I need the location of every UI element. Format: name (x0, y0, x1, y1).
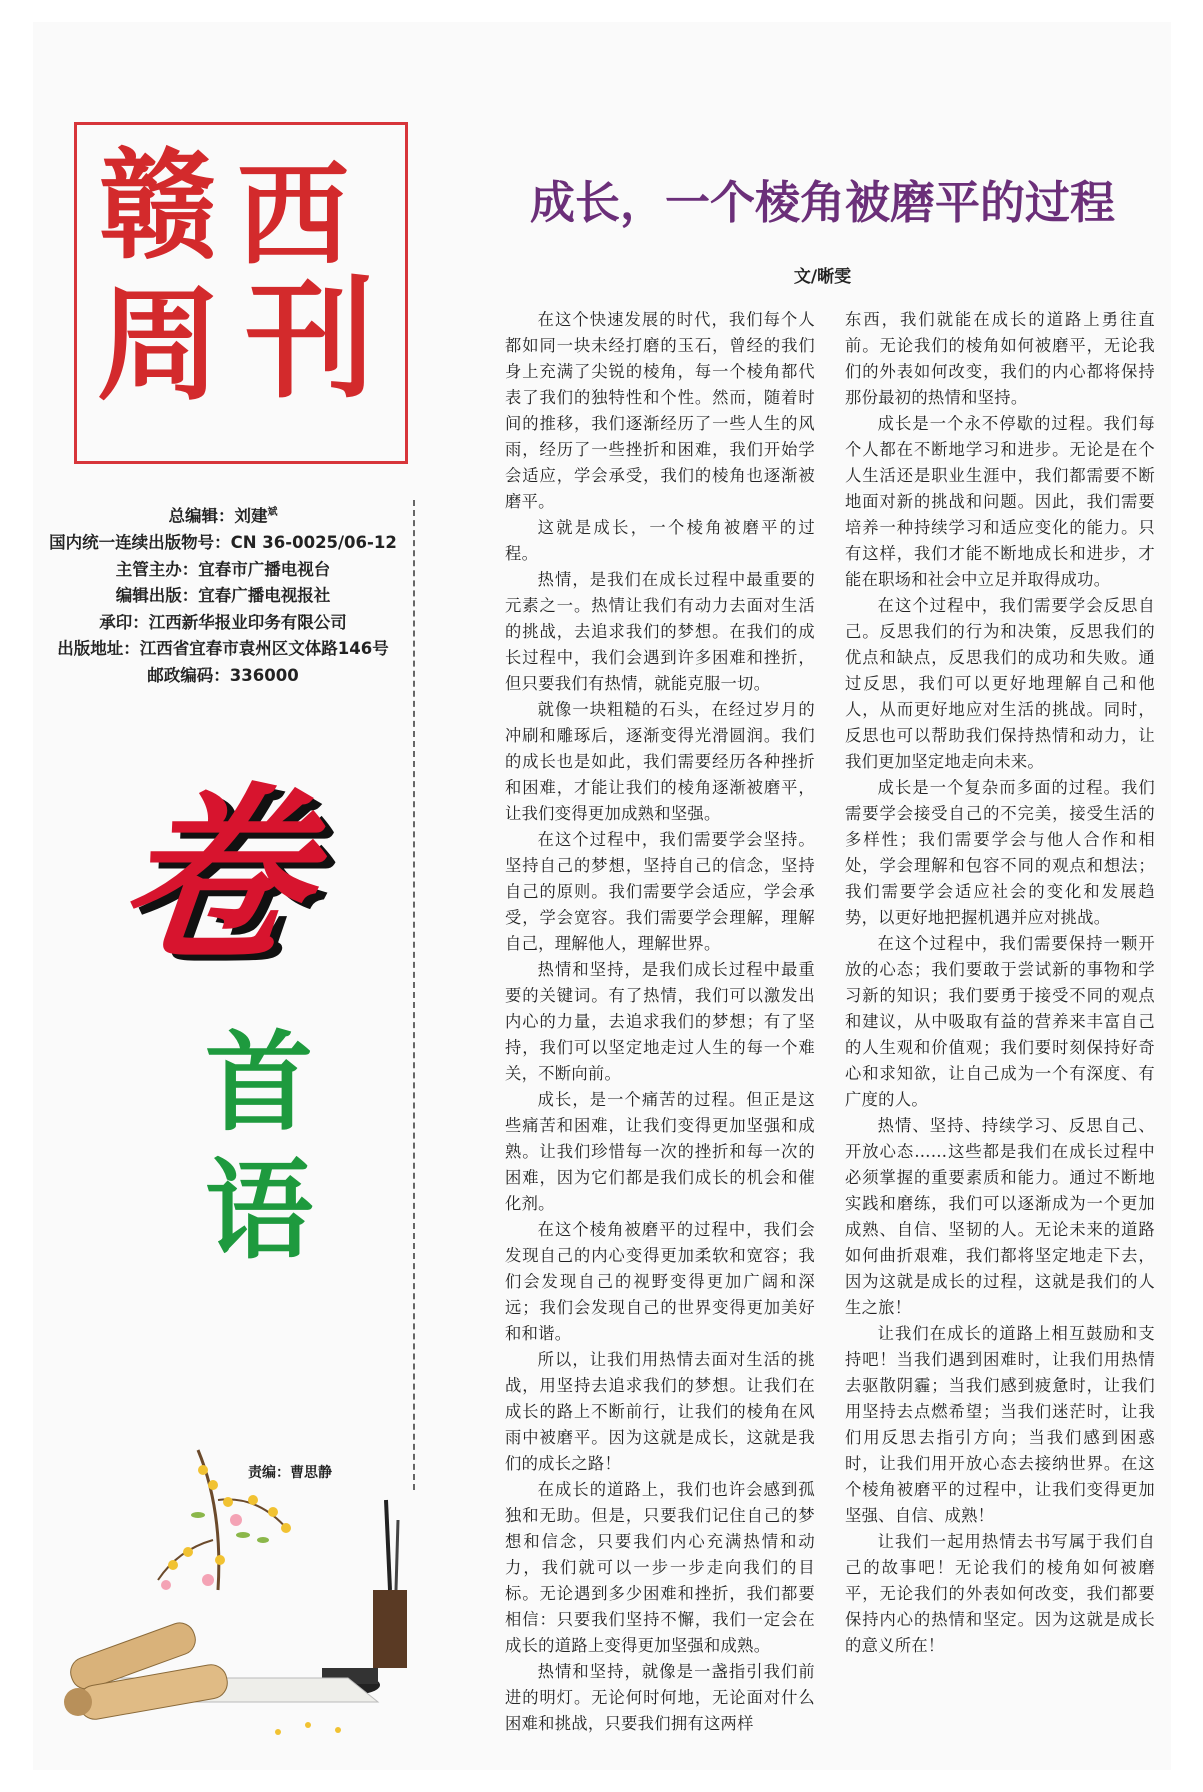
article-paragraph: 东西，我们就能在成长的道路上勇往直前。无论我们的棱角如何被磨平，无论我们的外表如何改变，我们的内心都将保持那份最初的热情和坚持。 (845, 310, 1155, 407)
dashed-divider (413, 500, 415, 1490)
postcode-line: 邮政编码：336000 (147, 665, 299, 685)
article-paragraph: 在这个快速发展的时代，我们每个人都如同一块未经打磨的玉石，曾经的我们身上充满了尖锐的棱角，每一个棱角都代表了我们的独特性和个性。然而，随着时间的推移，我们逐渐经历了一些人生的风雨，经历了一些挫折和困难，我们开始学会适应，学会承受，我们的棱角也逐渐被磨平。 (505, 310, 815, 511)
article-paragraph: 热情、坚持、持续学习、反思自己、开放心态……这些都是我们在成长过程中必须掌握的重要素质和能力。通过不断地实践和磨练，我们可以逐渐成为一个更加成熟、自信、坚韧的人。无论未来的道路如何曲折艰难，我们都将坚定地走下去，因为这就是成长的过程，这就是我们的人生之旅！ (845, 1116, 1155, 1317)
article-paragraph: 热情和坚持，是我们成长过程中最重要的关键词。有了热情，我们可以激发出内心的力量，去追求我们的梦想；有了坚持，我们可以坚定地走过人生的每一个难关，不断向前。 (505, 960, 815, 1083)
article-paragraph: 热情，是我们在成长过程中最重要的元素之一。热情让我们有动力去面对生活的挑战，去追求我们的梦想。在我们的成长过程中，我们会遇到许多困难和挫折，但只要我们有热情，就能克服一切。 (505, 570, 815, 693)
editor-credit: 责编：曹思静 (248, 1465, 332, 1481)
article-paragraph: 在成长的道路上，我们也许会感到孤独和无助。但是，只要我们记住自己的梦想和信念，只要我们内心充满热情和动力，我们就可以一步一步走向我们的目标。无论遇到多少困难和挫折，我们都要相信：只要我们坚持不懈，我们一定会在成长的道路上变得更加坚强和成熟。 (505, 1480, 815, 1655)
article-paragraph: 让我们在成长的道路上相互鼓励和支持吧！当我们遇到困难时，让我们用热情去驱散阴霾；当我们感到疲惫时，让我们用坚持去点燃希望；当我们迷茫时，让我们用反思去指引方向；当我们感到困惑时，让我们用开放心态去接纳世界。在这个棱角被磨平的过程中，让我们变得更加坚强、自信、成熟！ (845, 1324, 1155, 1525)
publisher-line: 编辑出版：宜春广播电视报社 (115, 586, 331, 605)
masthead-char: 西 (237, 150, 349, 281)
article-byline: 文/晰雯 (793, 267, 852, 287)
masthead-char: 刊 (245, 263, 376, 416)
masthead-char: 周 (97, 273, 222, 418)
article-paragraph: 让我们一起用热情去书写属于我们自己的故事吧！无论我们的棱角如何被磨平，无论我们的外表如何改变，我们都要保持内心的热情和坚定。因为这就是成长的意义所在！ (845, 1532, 1155, 1655)
chief-editor-line (28, 500, 418, 530)
section-title-yu: 语 (205, 1149, 314, 1274)
article-paragraph: 成长是一个永不停歇的过程。我们每个人都在不断地学习和进步。无论是在个人生活还是职业生涯中，我们都需要不断地面对新的挑战和问题。因此，我们需要培养一种持续学习和适应变化的能力。只有这样，我们才能不断地成长和进步，才能在职场和社会中立足并取得成功。 (845, 414, 1155, 589)
article-paragraph: 在这个过程中，我们需要学会坚持。坚持自己的梦想，坚持自己的信念，坚持自己的原则。我们需要学会适应，学会承受，学会宽容。我们需要学会理解，理解自己，理解他人，理解世界。 (505, 830, 815, 953)
article-paragraph: 在这个过程中，我们需要保持一颗开放的心态；我们要敢于尝试新的事物和学习新的知识；我们要勇于接受不同的观点和建议，从中吸取有益的营养来丰富自己的人生观和价值观；我们要时刻保持好奇心和求知欲，让自己成为一个有深度、有广度的人。 (845, 934, 1155, 1109)
article-column-left (505, 307, 815, 1737)
article-title: 成长，一个棱角被磨平的过程 (529, 176, 1115, 229)
printer-line: 承印：江西新华报业印务有限公司 (99, 612, 347, 632)
article-paragraph: 就像一块粗糙的石头，在经过岁月的冲刷和雕琢后，逐渐变得光滑圆润。我们的成长也是如此，我们需要经历各种挫折和困难，才能让我们的棱角逐渐被磨平，让我们变得更加成熟和坚强。 (505, 700, 815, 823)
sponsor-line: 主管主办：宜春市广播电视台 (115, 559, 331, 579)
article-paragraph: 在这个过程中，我们需要学会反思自己。反思我们的行为和决策，反思我们的优点和缺点，反思我们的成功和失败。通过反思，我们可以更好地理解自己和他人，从而更好地应对生活的挑战。同时，反思也可以帮助我们保持热情和动力，让我们更加坚定地走向未来。 (845, 596, 1155, 771)
chief-editor-sup: 斌 (267, 507, 278, 518)
article-paragraph: 在这个棱角被磨平的过程中，我们会发现自己的内心变得更加柔软和宽容；我们会发现自己的视野变得更加广阔和深远；我们会发现自己的世界变得更加美好和和谐。 (505, 1220, 815, 1343)
issn-line: 国内统一连续出版物号：CN 36-0025/06-12 (49, 533, 397, 552)
section-title-shou: 首 (205, 1021, 314, 1146)
chief-editor: 总编辑：刘建 (168, 506, 268, 526)
masthead-frame (74, 122, 408, 464)
address-line: 出版地址：江西省宜春市袁州区文体路146号 (57, 639, 389, 658)
masthead-char: 赣 (99, 136, 218, 275)
article-column-right (845, 307, 1155, 1659)
article-paragraph: 热情和坚持，就像是一盏指引我们前进的明灯。无论何时何地，无论面对什么困难和挑战，只要我们拥有这两样 (505, 1662, 815, 1733)
scroll-brush-illustration (48, 1440, 418, 1740)
section-title-juan: 卷 (108, 765, 320, 986)
article-paragraph: 所以，让我们用热情去面对生活的挑战，用坚持去追求我们的梦想。让我们在成长的路上不断前行，让我们的棱角在风雨中被磨平。因为这就是成长，这就是我们的成长之路！ (505, 1350, 815, 1473)
article-paragraph: 成长是一个复杂而多面的过程。我们需要学会接受自己的不完美，接受生活的多样性；我们需要学会与他人合作和相处，学会理解和包容不同的观点和想法；我们需要学会适应社会的变化和发展趋势，以更好地把握机遇并应对挑战。 (845, 778, 1155, 927)
article-paragraph: 这就是成长，一个棱角被磨平的过程。 (505, 518, 815, 563)
article-paragraph: 成长，是一个痛苦的过程。但正是这些痛苦和困难，让我们变得更加坚强和成熟。让我们珍惜每一次的挫折和每一次的困难，因为它们都是我们成长的机会和催化剂。 (505, 1090, 815, 1213)
publication-info (28, 500, 418, 689)
